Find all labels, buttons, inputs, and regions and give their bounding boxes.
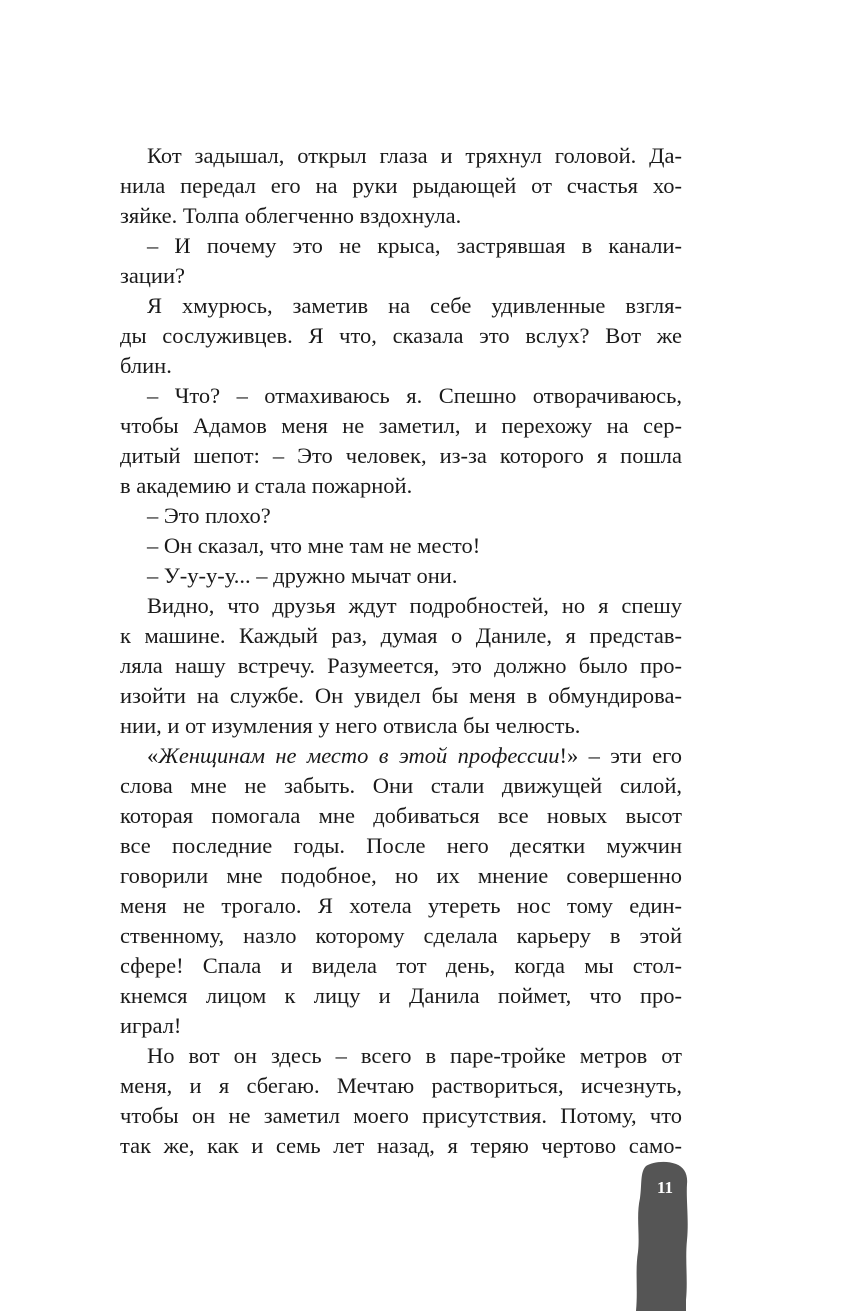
text-line: чтобы он не заметил моего присутствия. Потому, что bbox=[120, 1103, 682, 1128]
text-line: которая помогала мне добиваться все новых высот bbox=[120, 803, 682, 828]
text-line: зации? bbox=[120, 263, 185, 288]
text-line: так же, как и семь лет назад, я теряю чертово само- bbox=[120, 1133, 682, 1158]
text-line: Я хмурюсь, заметив на себе удивленные взгля- bbox=[147, 293, 682, 318]
italic-quote: Женщинам не место в этой профессии bbox=[158, 743, 560, 768]
text-line: ды сослуживцев. Я что, сказала это вслух? Вот же bbox=[120, 323, 682, 348]
text-line: говорили мне подобное, но их мнение совершенно bbox=[120, 863, 682, 888]
text-line: – И почему это не крыса, застрявшая в канали- bbox=[147, 233, 682, 258]
text-line: меня, и я сбегаю. Мечтаю раствориться, исчезнуть, bbox=[120, 1073, 682, 1098]
text-line: чтобы Адамов меня не заметил, и перехожу на сер- bbox=[120, 413, 682, 438]
text-line: зяйке. Толпа облегченно вздохнула. bbox=[120, 203, 462, 228]
body-text bbox=[120, 141, 682, 1161]
text-line: Но вот он здесь – всего в паре-тройке метров от bbox=[147, 1043, 682, 1068]
text-line: ственному, назло которому сделала карьеру в этой bbox=[120, 923, 682, 948]
text-line: – Это плохо? bbox=[147, 503, 271, 528]
open-quote: « bbox=[147, 743, 159, 768]
text-line: все последние годы. После него десятки мужчин bbox=[120, 833, 682, 858]
text-line: ляла нашу встречу. Разумеется, это должно было про- bbox=[120, 653, 682, 678]
text-line: кнемся лицом к лицу и Данила поймет, что про- bbox=[120, 983, 682, 1008]
quote-tail: !» – эти его bbox=[559, 743, 682, 768]
text-line: нила передал его на руки рыдающей от счастья хо- bbox=[120, 173, 682, 198]
text-line: в академию и стала пожарной. bbox=[120, 473, 413, 498]
text-line: дитый шепот: – Это человек, из-за которого я пошла bbox=[120, 443, 682, 468]
text-line bbox=[147, 741, 682, 771]
text-line: – Он сказал, что мне там не место! bbox=[147, 533, 481, 558]
text-line: к машине. Каждый раз, думая о Даниле, я представ- bbox=[120, 623, 682, 648]
text-line: сфере! Спала и видела тот день, когда мы стол- bbox=[120, 953, 682, 978]
text-line: играл! bbox=[120, 1013, 182, 1038]
text-line: – Что? – отмахиваюсь я. Спешно отворачиваюсь, bbox=[147, 383, 682, 408]
text-line: изойти на службе. Он увидел бы меня в обмундирова- bbox=[120, 683, 682, 708]
text-line: меня не трогало. Я хотела утереть нос тому един- bbox=[120, 893, 682, 918]
text-line: – У-у-у-у... – дружно мычат они. bbox=[147, 563, 458, 588]
page-number: 11 bbox=[656, 1178, 674, 1197]
text-line: нии, и от изумления у него отвисла бы челюсть. bbox=[120, 713, 581, 738]
text-line: Кот задышал, открыл глаза и тряхнул головой. Да- bbox=[147, 143, 682, 168]
text-line: слова мне не забыть. Они стали движущей силой, bbox=[120, 773, 682, 798]
text-line: Видно, что друзья ждут подробностей, но я спешу bbox=[147, 593, 682, 618]
text-line: блин. bbox=[120, 353, 172, 378]
